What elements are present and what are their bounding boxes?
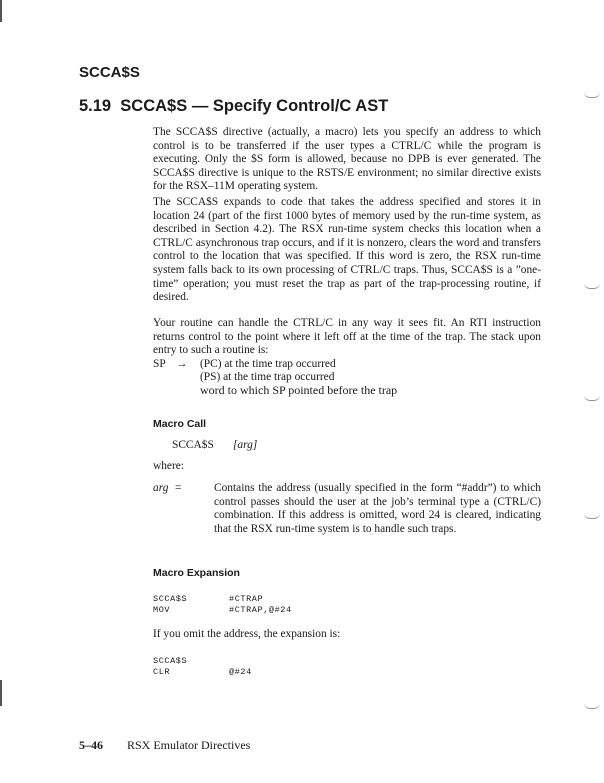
stack-line: (PC) at the time trap occurred [200, 358, 336, 370]
code-op: MOV [153, 605, 171, 615]
page-edge-bar [0, 680, 2, 706]
page-edge-bar [0, 0, 2, 22]
margin-mark [584, 92, 600, 98]
section-title [79, 97, 388, 116]
code-operand: #CTRAP,@#24 [229, 605, 292, 615]
stack-line: word to which SP pointed before the trap [200, 383, 398, 397]
code-operand: #CTRAP [229, 594, 264, 604]
omit-text: If you omit the address, the expansion is: [153, 628, 341, 640]
stack-label [153, 358, 188, 372]
margin-mark [584, 703, 600, 709]
code-operand: @#24 [229, 667, 252, 677]
stack-sp: SP [153, 358, 166, 370]
arrow-right-icon: → [176, 358, 188, 370]
margin-mark [584, 513, 600, 519]
margin-mark [584, 395, 600, 401]
paragraph-expansion: The SCCA$S expands to code that takes the address specified and stores it in location 24 (part of the first 1000 bytes of memory used by the run-time system, as described in Section 4.2). The RSX run-time system checks this location when a CTRL/C asynchronous trap occurs, and if it is nonzero, clears the word and transfers control to the location that was specified. If this word is zero, the RSX run-time system falls back to its own processing of CTRL/C traps. Thus, SCCA$S is a ”one-time” operation; you must reset the trap as part of the trap-processing routine, if desired. [153, 196, 541, 304]
param-equals: = [175, 482, 182, 494]
macro-call-name: SCCA$S [172, 439, 214, 451]
paragraph-routine: Your routine can handle the CTRL/C in any way it sees fit. An RTI instruction returns control to the point where it left off at the time of the trap. The stack upon entry to such a routine is: [153, 317, 541, 357]
section-number: 5.19 [79, 97, 112, 115]
section-heading: SCCA$S — Specify Control/C AST [120, 97, 389, 115]
code-op: CLR [153, 667, 171, 677]
code-op: SCCA$S [153, 656, 188, 666]
macro-expansion-heading: Macro Expansion [153, 567, 240, 579]
paragraph-intro: The SCCA$S directive (actually, a macro) lets you specify an address to which control is to be transferred if the user types a CTRL/C while the program is executing. Only the $S form is allowed, because no DPB is ever generated. The SCCA$S directive is unique to the RSTS/E environment; no similar directive exists for the RSX–11M operating system. [153, 126, 541, 193]
margin-mark [584, 283, 600, 289]
running-head: SCCA$S [79, 64, 140, 81]
stack-line: (PS) at the time trap occurred [200, 371, 335, 383]
param-description: Contains the address (usually specified in the form “#addr”) to which control passes should the user at the job’s terminal type a (CTRL/C) combination. If this address is omitted, word 24 is cleared, indicating that the RSX run-time system is to handle such traps. [214, 482, 541, 535]
where-label: where: [153, 460, 184, 472]
footer-title: RSX Emulator Directives [127, 738, 251, 752]
page-number: 5–46 [79, 738, 103, 752]
macro-call-arg: [arg] [233, 439, 258, 451]
param-name: arg [153, 482, 169, 494]
code-op: SCCA$S [153, 594, 188, 604]
macro-call-heading: Macro Call [153, 418, 207, 430]
